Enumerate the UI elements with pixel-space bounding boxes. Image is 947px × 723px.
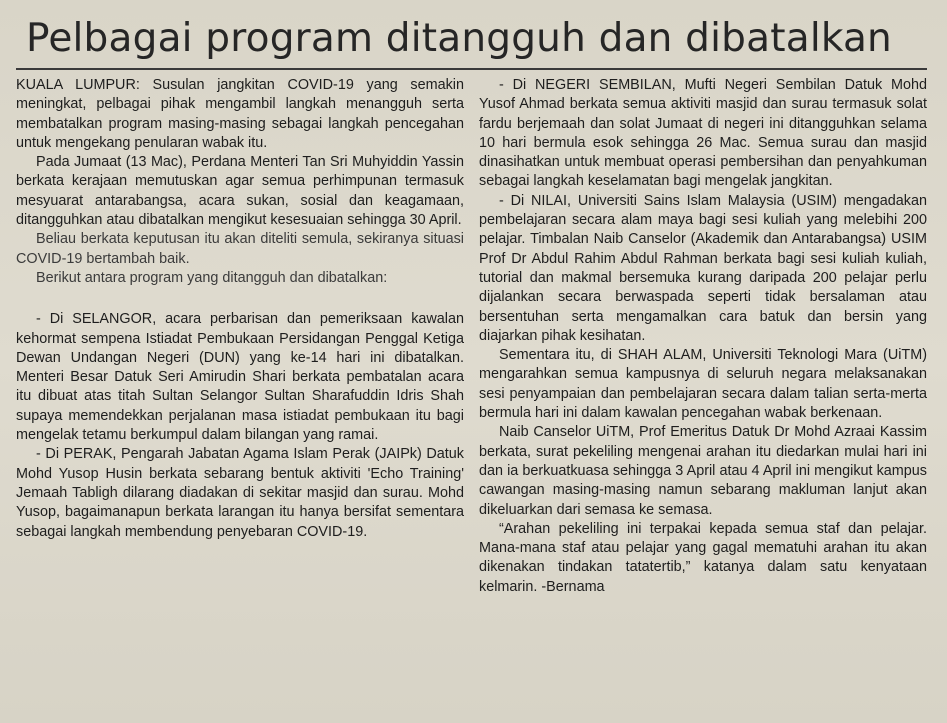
paragraph: KUALA LUMPUR: Susulan jangkitan COVID-19 yang semakin meningkat, pelbagai pihak mengambil langkah menangguh serta membatalkan program masing-masing sebagai langkah pencegahan untuk mengekang penularan wabak itu. (16, 77, 464, 151)
paragraph: Sementara itu, di SHAH ALAM, Universiti Teknologi Mara (UiTM) mengarahkan semua kampusnya di seluruh negara melaksanakan sesi penyampaian dan pembelajaran secara dalam talian serta-merta bermula hari ini dalam kawalan pencegahan wabak berkenaan. (479, 347, 927, 422)
article-body (16, 76, 927, 597)
paragraph: Pada Jumaat (13 Mac), Perdana Menteri Tan Sri Muhyiddin Yassin berkata kerajaan memutuskan agar semua perhimpunan termasuk mesyuarat antarabangsa, acara sukan, sosial dan keagamaan, ditangguhkan atau dibatalkan mengikut kesesuaian sehingga 30 April. (16, 154, 464, 229)
paragraph: Beliau berkata keputusan itu akan diteliti semula, sekiranya situasi COVID-19 bertambah baik. (16, 231, 464, 267)
paragraph: - Di NEGERI SEMBILAN, Mufti Negeri Sembilan Datuk Mohd Yusof Ahmad berkata semua aktiviti masjid dan surau termasuk solat fardu berjemaah dan solat Jumaat di negeri ini ditangguhkan selama 10 hari bermula esok sehingga 26 Mac. Semua surau dan masjid dinasihatkan untuk membuat operasi pembersihan dan penyahkuman sebagai langkah keselamatan bagi mengelak jangkitan. (479, 77, 927, 190)
column-left (16, 76, 464, 597)
paragraph: - Di NILAI, Universiti Sains Islam Malaysia (USIM) mengadakan pembelajaran secara alam maya bagi sesi kuliah yang melebihi 200 pelajar. Timbalan Naib Canselor (Akademik dan Antarabangsa) USIM Prof Dr Abdul Rahim Abdul Rahman berkata bagi sesi kuliah kuliah, tutorial dan makmal bersemuka kurang daripada 200 pelajar perlu dijalankan secara berwaspada seperti tidak bersalaman atau bersentuhan serta mengamalkan cara batuk dan bersin yang diajarkan pihak kesihatan. (479, 192, 927, 344)
paragraph: - Di SELANGOR, acara perbarisan dan pemeriksaan kawalan kehormat sempena Istiadat Pembukaan Persidangan Penggal Ketiga Dewan Undangan Negeri (DUN) yang ke-14 hari ini dibatalkan. Menteri Besar Datuk Seri Amirudin Shari berkata pembatalan acara itu dibuat atas titah Sultan Selangor Sultan Sharafuddin Idris Shah supaya memendekkan perjalanan masa istiadat pembukaan itu bagi mengelak tetamu berkumpul dalam bilangan yang ramai. (16, 311, 464, 444)
column-right (479, 76, 927, 597)
paragraph: Berikut antara program yang ditangguh dan dibatalkan: (36, 269, 388, 286)
paragraph: “Arahan pekeliling ini terpakai kepada semua staf dan pelajar. Mana-mana staf atau pelajar yang gagal mematuhi arahan itu akan dikenakan tindakan tatatertib,” katanya dalam satu kenyataan kelmarin. -Bernama (479, 520, 927, 595)
headline-rule (16, 68, 927, 70)
paragraph: Naib Canselor UiTM, Prof Emeritus Datuk Dr Mohd Azraai Kassim berkata, surat pekeliling mengenai arahan itu diedarkan mulai hari ini dan ia berkuatkuasa sehingga 3 April atau 4 April ini mengikut kampus cawangan masing-masing namun sebarang makluman lanjut akan dikeluarkan dari semasa ke semasa. (479, 424, 927, 518)
paragraph: - Di PERAK, Pengarah Jabatan Agama Islam Perak (JAIPk) Datuk Mohd Yusop Husin berkata sebarang bentuk aktiviti 'Echo Training' Jemaah Tabligh dilarang diadakan di sekitar masjid dan surau. Mohd Yusop, bagaimanapun berkata larangan itu hanya bersifat sementara sebagai langkah membendung penyebaran COVID-19. (16, 446, 464, 540)
article-headline: Pelbagai program ditangguh dan dibatalkan (26, 16, 892, 61)
